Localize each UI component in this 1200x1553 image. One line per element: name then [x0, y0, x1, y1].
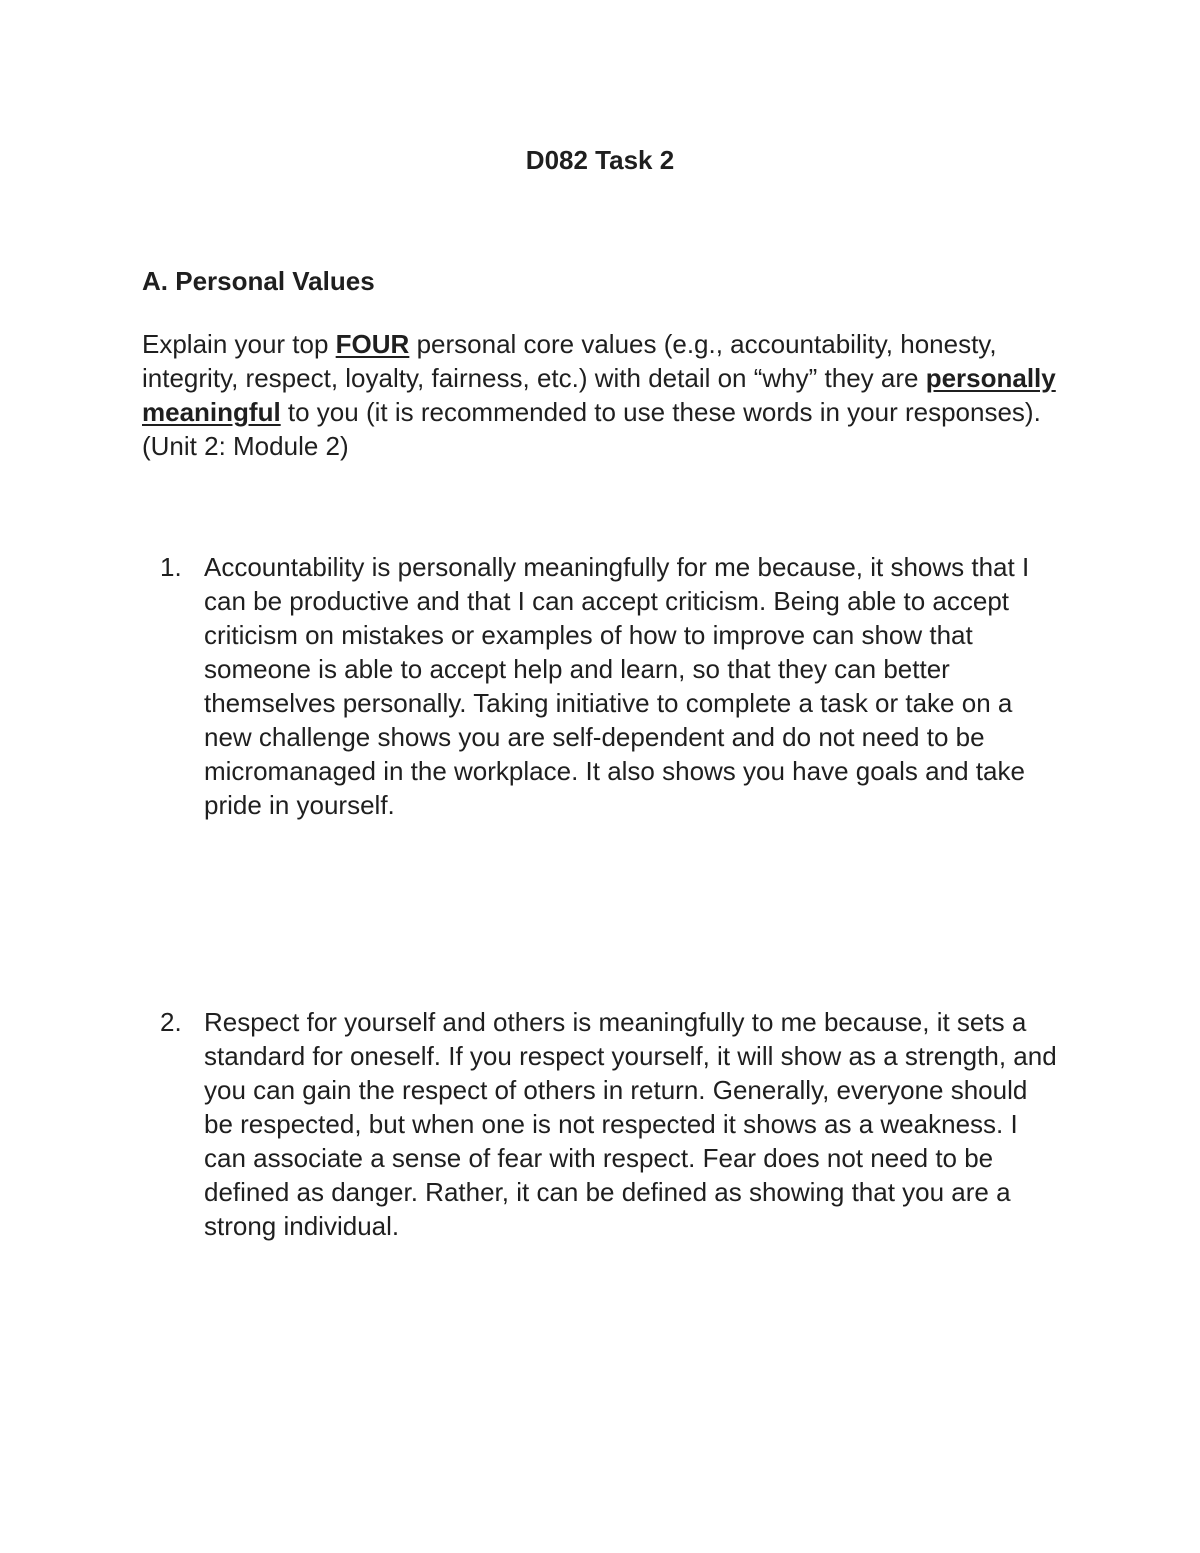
list-number: 2. — [160, 1007, 182, 1037]
section-heading: A. Personal Values — [142, 266, 375, 296]
answer-text: Respect for yourself and others is meaningfully to me because, it sets a standard for oneself. If you respect yourself, it will show as a strength, and you can gain the respect of others in return. Generally, everyone should be respected, but when one is not respected it shows as a weakness. I can associate a sense of fear with respect. Fear does not need to be defined as danger. Rather, it can be defined as showing that you are a strong individual. — [204, 1007, 1057, 1241]
prompt-text-1: Explain your top — [142, 329, 336, 359]
answer-text: Accountability is personally meaningfully for me because, it shows that I can be productive and that I can accept criticism. Being able to accept criticism on mistakes or examples of how to improve can show that someone is able to accept help and learn, so that they can better themselves personally. Taking initiative to complete a task or take on a new challenge shows you are self-dependent and do not need to be micromanaged in the workplace. It also shows you have goals and take pride in yourself. — [204, 552, 1030, 820]
prompt-text-2: personal core values (e.g., accountability, honesty, integrity, respect, loyalty, fairness, etc.) with detail on “why” they are — [142, 329, 997, 393]
prompt-text-3: to you (it is recommended to use these words in your responses). (Unit 2: Module 2) — [142, 397, 1041, 461]
task-prompt — [142, 327, 1072, 463]
list-number: 1. — [160, 552, 182, 582]
list-item-respect — [160, 1005, 1060, 1243]
prompt-emphasis-four: FOUR — [335, 329, 410, 359]
prompt-emphasis-personally-meaningful: personally meaningful — [142, 363, 1056, 427]
list-item-accountability — [160, 550, 1060, 822]
document-title: D082 Task 2 — [525, 145, 675, 175]
